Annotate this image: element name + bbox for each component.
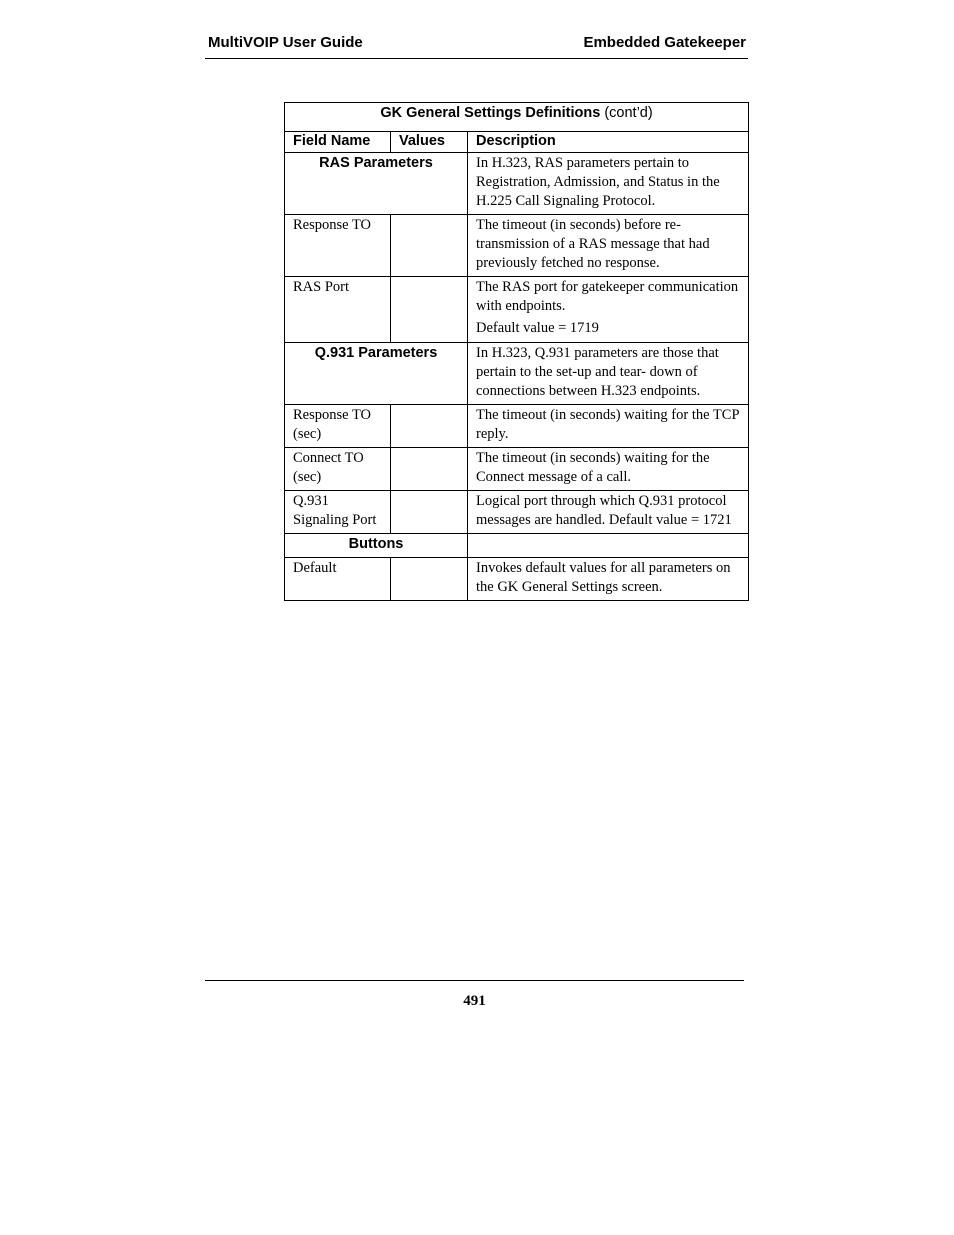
column-header-row xyxy=(285,132,749,153)
description-text: Logical port through which Q.931 protocol messages are handled. Default value = 1721 xyxy=(476,493,732,528)
field-name: Default xyxy=(285,558,391,601)
field-name: RAS Port xyxy=(285,277,391,343)
field-name: Connect TO (sec) xyxy=(285,448,391,491)
field-description xyxy=(468,448,749,491)
page-footer xyxy=(205,980,744,1009)
field-name: Q.931 Signaling Port xyxy=(285,491,391,534)
section-row-ras-parameters xyxy=(285,153,749,215)
section-heading: Buttons xyxy=(285,534,468,558)
field-description xyxy=(468,215,749,277)
field-value xyxy=(391,277,468,343)
section-description xyxy=(468,534,749,558)
description-text: The timeout (in seconds) before re-transmission of a RAS message that had previously fetched no response. xyxy=(476,217,710,271)
table-title-row xyxy=(285,103,749,132)
field-description xyxy=(468,491,749,534)
section-heading: RAS Parameters xyxy=(285,153,468,215)
table-row xyxy=(285,491,749,534)
description-text: The timeout (in seconds) waiting for the Connect message of a call. xyxy=(476,450,710,485)
section-description: In H.323, Q.931 parameters are those that pertain to the set-up and tear- down of connections between H.323 endpoints. xyxy=(468,343,749,405)
field-value xyxy=(391,405,468,448)
table-row xyxy=(285,277,749,343)
table-title-bold: GK General Settings Definitions xyxy=(380,105,601,121)
field-description xyxy=(468,277,749,343)
document-title: MultiVOIP User Guide xyxy=(208,34,363,51)
description-text: Invokes default values for all parameters on the GK General Settings screen. xyxy=(476,560,731,595)
table-row xyxy=(285,405,749,448)
section-heading: Q.931 Parameters xyxy=(285,343,468,405)
section-description: In H.323, RAS parameters pertain to Registration, Admission, and Status in the H.225 Call Signaling Protocol. xyxy=(468,153,749,215)
column-header-field-name: Field Name xyxy=(285,132,391,153)
description-text: The RAS port for gatekeeper communication with endpoints. xyxy=(476,279,739,314)
field-description xyxy=(468,558,749,601)
definitions-table xyxy=(284,102,749,601)
default-value-text: Default value = 1719 xyxy=(476,320,599,336)
table-row xyxy=(285,448,749,491)
chapter-title: Embedded Gatekeeper xyxy=(583,34,746,51)
column-header-description: Description xyxy=(468,132,749,153)
table-row xyxy=(285,558,749,601)
field-name: Response TO xyxy=(285,215,391,277)
section-row-buttons xyxy=(285,534,749,558)
field-value xyxy=(391,491,468,534)
field-value xyxy=(391,215,468,277)
table-title-suffix: (cont’d) xyxy=(604,105,653,121)
table-title xyxy=(285,103,749,132)
field-name: Response TO (sec) xyxy=(285,405,391,448)
description-text: The timeout (in seconds) waiting for the TCP reply. xyxy=(476,407,739,442)
page-header xyxy=(205,33,748,59)
field-value xyxy=(391,558,468,601)
field-value xyxy=(391,448,468,491)
section-row-q931-parameters xyxy=(285,343,749,405)
page-number: 491 xyxy=(463,993,486,1009)
table-row xyxy=(285,215,749,277)
column-header-values: Values xyxy=(391,132,468,153)
field-description xyxy=(468,405,749,448)
